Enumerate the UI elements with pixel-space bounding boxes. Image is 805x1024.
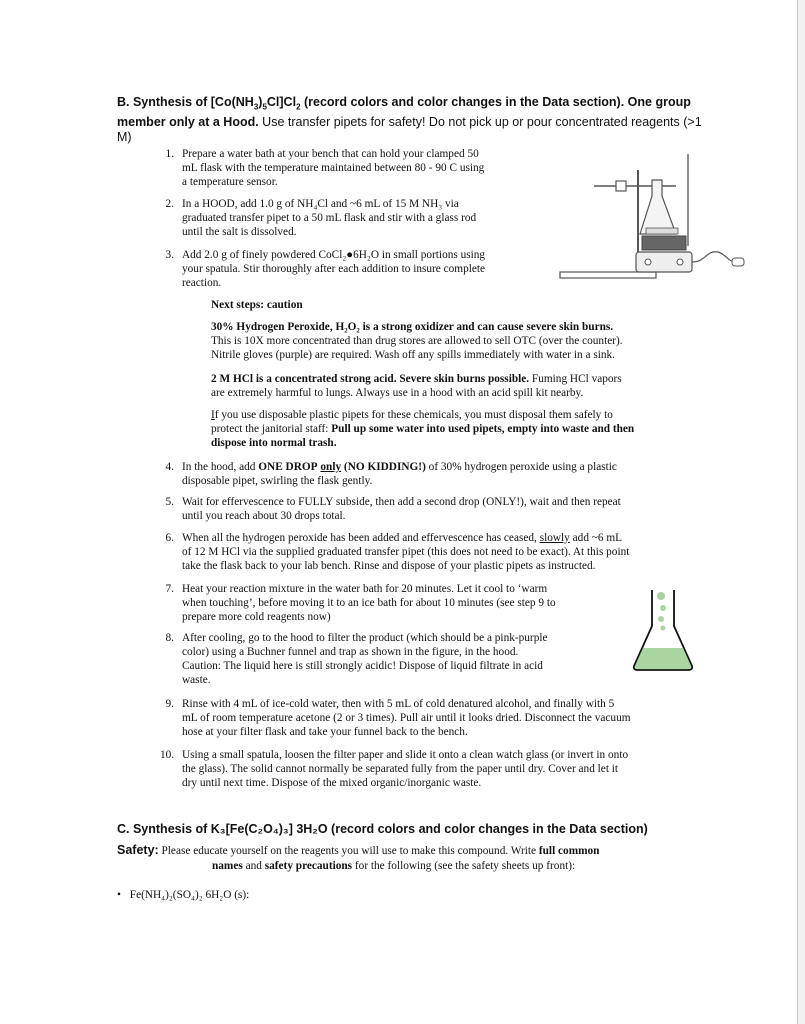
page-edge (798, 0, 805, 1024)
water-bath-apparatus-illustration (556, 150, 748, 288)
step-7: 7. Heat your reaction mixture in the water bath for 20 minutes. Let it cool to ‘warm when touching’, before moving it to an ice bath for about 10 minutes (see step 9 to prepare more cold reagents now) (165, 583, 556, 623)
section-b-heading: B. Synthesis of $[Co(NH_3)_5Cl]Cl_2$ (record colors and color changes in the Data section). One group member only at a Hood. Use transfer pipets for safety! Do not pick up or pour concentrated reagents (>1 M) (117, 95, 702, 144)
hot-plate-knob-icon (677, 259, 683, 265)
bubbling-flask-illustration (630, 586, 696, 674)
flask-icon (640, 180, 676, 234)
step-10: 10. Using a small spatula, loosen the filter paper and slide it onto a clean watch glass (or invert in onto the glass). The solid cannot normally be separated fully from the paper until dry. Cover and let it dry until next time. Dispose of the mixed organic/inorganic waste. (160, 749, 629, 789)
hcl-warning: 2 M HCl is a concentrated strong acid. Severe skin burns possible. Fuming HCl vapors are extremely harmful to lungs. Always use in a hood with an acid spill kit nearby. (211, 373, 622, 399)
step-3: 3. Add 2.0 g of finely powdered CoCl₂●6H₂O in small portions using your spatula. Stir thoroughly after each addition to insure complete reaction. (165, 249, 486, 289)
stand-base (560, 272, 656, 278)
section-c-heading: C. Synthesis of K₃[Fe(C₂O₄)₃] 3H₂O (record colors and color changes in the Data section) (117, 822, 648, 836)
reagent-list-item: • Fe(NH₄)₂(SO₄)₂ 6H₂O (s): (117, 889, 250, 901)
hot-plate-knob-icon (645, 259, 651, 265)
power-cord (692, 252, 736, 262)
bubble-icon (660, 605, 666, 611)
step-4: 4. In the hood, add ONE DROP only (NO KIDDING!) of 30% hydrogen peroxide using a plastic disposable pipet, swirling the flask gently. (165, 461, 617, 487)
bullet-icon: • (117, 889, 121, 901)
step-6: 6. When all the hydrogen peroxide has been added and effervescence has ceased, slowly add ~6 mL of 12 M HCl via the supplied graduated transfer pipet (this does not need to be exact). At this point take the flask back to your lab bench. Rinse and dispose of your plastic pipets as instructed. (165, 532, 630, 572)
clamp-holder (616, 181, 626, 191)
bubble-icon (658, 616, 664, 622)
caution-heading: Next steps: caution (211, 299, 303, 311)
hot-plate (636, 252, 692, 272)
step-5: 5. Wait for effervescence to FULLY subside, then add a second drop (ONLY!), wait and then repeat until you reach about 30 drops total. (165, 496, 621, 522)
section-c-safety: Safety: Please educate yourself on the reagents you will use to make this compound. Write full common names and safety precautions for the following (see the safety sheets up front): (117, 843, 600, 872)
step-1: 1. Prepare a water bath at your bench that can hold your clamped 50 mL flask with the temperature maintained between 80 - 90 C using a temperature sensor. (165, 148, 485, 188)
step-8: 8. After cooling, go to the hood to filter the product (which should be a pink-purple color) using a Buchner funnel and trap as shown in the figure, in the hood. Caution: The liquid here is still strongly acidic! Dispose of liquid filtrate in acid waste. (165, 632, 548, 686)
water-bath (642, 236, 686, 250)
flask-liquid (646, 228, 678, 234)
h2o2-warning: 30% Hydrogen Peroxide, H₂O₂ is a strong oxidizer and can cause severe skin burns. This is 10X more concentrated than drug stores are allowed to sell OTC (over the counter). Nitrile gloves (purple) are required. Wash off any spills immediately with water in a sink. (211, 321, 623, 361)
step-9: 9. Rinse with 4 mL of ice-cold water, then with 5 mL of cold denatured alcohol, and finally with 5 mL of room temperature acetone (2 or 3 times). Pull air until it looks dried. Disconnect the vacuum hose at your filter flask and take your funnel back to the bench. (165, 698, 631, 738)
pipet-disposal-note: If you use disposable plastic pipets for these chemicals, you must disposal them safely to protect the janitorial staff: Pull up some water into used pipets, empty into waste and then dispose into normal trash. (211, 409, 635, 449)
bubble-icon (661, 626, 666, 631)
flask-green-liquid (635, 648, 691, 669)
step-2: 2. In a HOOD, add 1.0 g of NH₄Cl and ~6 mL of 15 M NH₃ via graduated transfer pipet to a 50 mL flask and stir with a glass rod until the salt is dissolved. (165, 198, 477, 238)
bubble-icon (657, 592, 665, 600)
plug-icon (732, 258, 744, 266)
